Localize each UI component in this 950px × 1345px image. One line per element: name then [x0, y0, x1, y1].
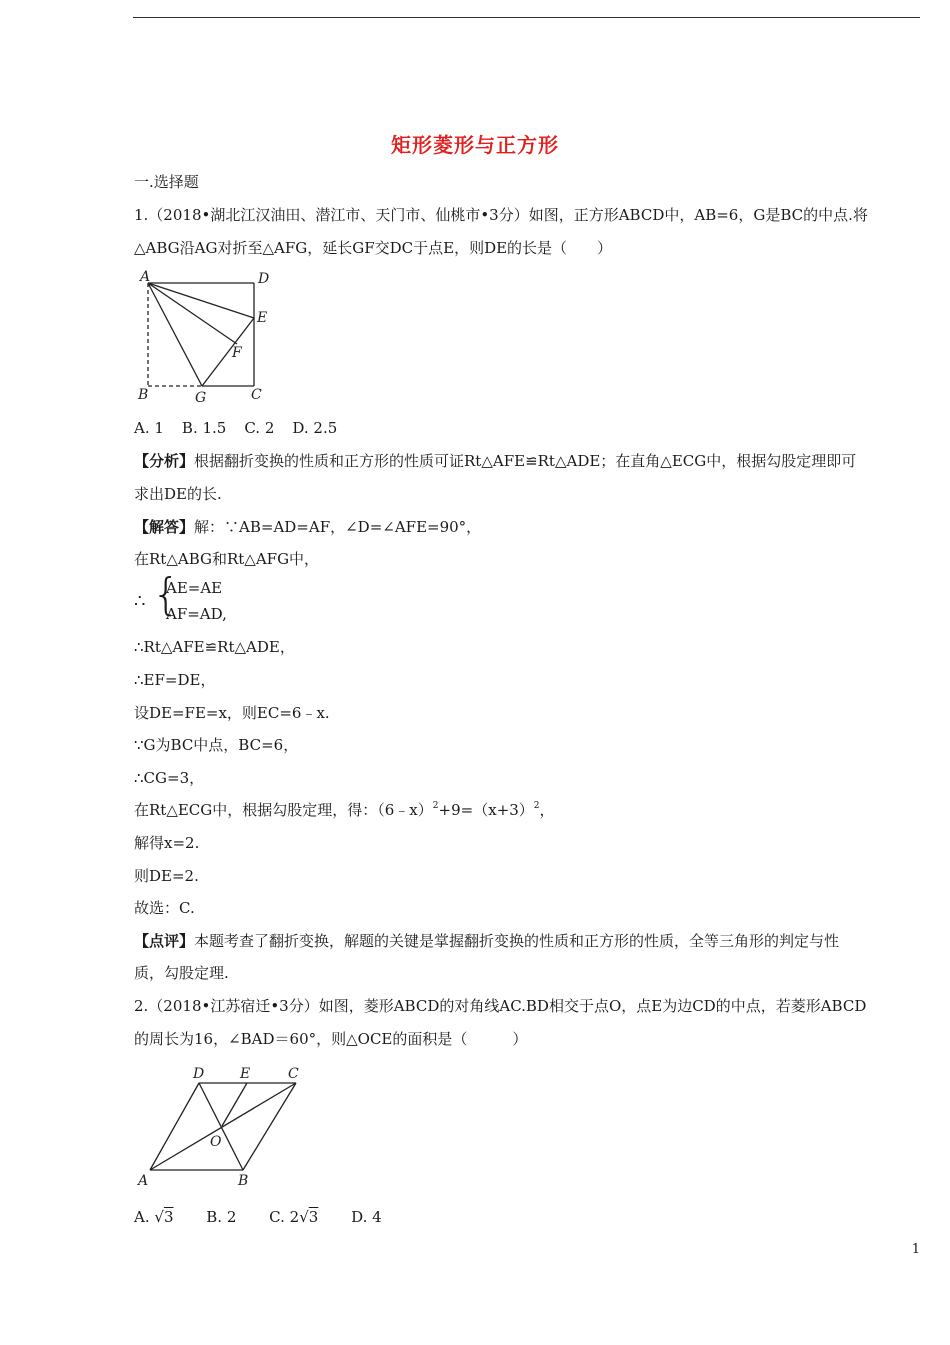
label-A: A: [140, 269, 151, 285]
q2-figure: [134, 1060, 334, 1195]
q2-option-d: D. 4: [351, 1208, 382, 1226]
step-8: 故选：C.: [134, 899, 195, 917]
q1-comment-line1: [134, 931, 839, 951]
q2-option-a: A. √3: [134, 1208, 174, 1226]
q1-option-a: A. 1: [134, 419, 164, 437]
page-title: 矩形菱形与正方形: [391, 133, 559, 157]
header-rule: [133, 17, 920, 18]
step-4: ∵G为BC中点，BC=6，: [134, 736, 299, 754]
equation-system: [134, 569, 254, 627]
solution-text: 解：∵AB=AD=AF，∠D=∠AFE=90°，: [194, 518, 482, 536]
q1-figure: [134, 266, 284, 406]
label-O: O: [210, 1134, 222, 1150]
diagonal-AC: [150, 1083, 296, 1170]
label-D: D: [193, 1066, 205, 1082]
q2-options: [134, 1207, 382, 1227]
label-F: F: [232, 345, 242, 361]
pythagoras-step: 在Rt△ECG中，根据勾股定理，得：$(6﹣x)^2+9=(x+3)^2$，: [134, 801, 555, 819]
label-E: E: [240, 1066, 251, 1082]
label-B: B: [238, 1173, 249, 1189]
q2-stem-line1: 2.（2018•江苏宿迁•3分）如图，菱形ABCD的对角线AC.BD相交于点O，点E为边CD的中点，若菱形ABCD: [134, 997, 867, 1015]
label-E: E: [257, 310, 268, 326]
q2-option-c: C. 2√3: [269, 1208, 319, 1226]
q1-stem-line2: △ABG沿AG对折至△AFG，延长GF交DC于点E，则DE的长是（ ）: [134, 239, 613, 257]
q1-solution-line1: [134, 517, 481, 537]
page-number: 1: [911, 1242, 920, 1257]
label-A: A: [138, 1173, 149, 1189]
section-heading: 一.选择题: [134, 173, 199, 191]
segment-BC: [243, 1083, 296, 1170]
q1-option-d: D. 2.5: [292, 419, 338, 437]
label-C: C: [251, 387, 262, 403]
step-7: 则DE=2.: [134, 867, 199, 885]
step-6: 解得x=2.: [134, 834, 200, 852]
system-row-1: AE=AE: [166, 579, 223, 597]
q1-comment-line2: 质，勾股定理.: [134, 964, 229, 982]
segment-DA: [150, 1083, 199, 1170]
left-brace: {: [152, 569, 180, 620]
system-row-2: AF=AD,: [166, 605, 227, 623]
q1-stem-line1: 1.（2018•湖北江汉油田、潜江市、天门市、仙桃市•3分）如图，正方形ABCD中，AB=6，G是BC的中点.将: [134, 206, 868, 224]
label-G: G: [195, 390, 207, 406]
step-1: ∴Rt△AFE≌Rt△ADE，: [134, 638, 295, 656]
segment-AF: [148, 283, 237, 344]
comment-tag: 【点评】: [134, 932, 195, 950]
therefore-symbol: ∴: [134, 591, 146, 612]
q1-option-b: B. 1.5: [181, 419, 227, 437]
q1-options: [134, 418, 355, 438]
analysis-tag: 【分析】: [134, 452, 195, 470]
comment-text: 本题考查了翻折变换，解题的关键是掌握翻折变换的性质和正方形的性质，全等三角形的判定与性: [194, 932, 840, 950]
q2-option-b: B. 2: [206, 1208, 237, 1226]
q2-stem-line2: 的周长为16，∠BAD＝60°，则△OCE的面积是（ ）: [134, 1030, 528, 1048]
diagonal-BD: [199, 1083, 243, 1170]
step-5: ∴CG=3，: [134, 769, 205, 787]
step-2: ∴EF=DE，: [134, 671, 216, 689]
q1-solution-line2: 在Rt△ABG和Rt△AFG中，: [134, 550, 320, 568]
solution-tag: 【解答】: [134, 518, 195, 536]
q1-analysis-line2: 求出DE的长.: [134, 485, 222, 503]
segment-GE: [202, 318, 254, 386]
analysis-text: 根据翻折变换的性质和正方形的性质可证Rt△AFE≌Rt△ADE；在直角△ECG中，根据勾股定理即可: [194, 452, 857, 470]
q1-analysis-line1: [134, 451, 856, 471]
label-B: B: [138, 387, 149, 403]
step-3: 设DE=FE=x，则EC=6﹣x.: [134, 704, 330, 722]
q1-option-c: C. 2: [244, 419, 275, 437]
label-D: D: [258, 271, 270, 287]
label-C: C: [288, 1066, 299, 1082]
